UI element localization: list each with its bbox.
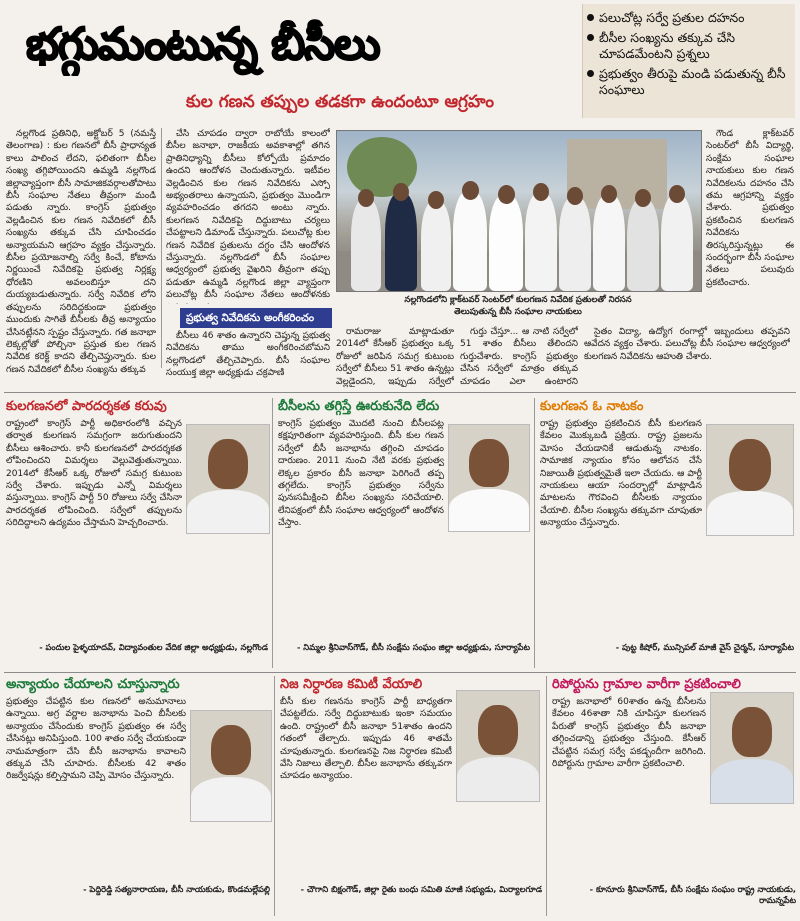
portrait-shirt [191,777,271,821]
section-title: అన్యాయం చేయాలని చూస్తున్నారు [6,677,180,692]
person-head [533,183,549,201]
person-head [498,185,515,204]
portrait-photo [190,710,272,822]
person-figure [661,195,693,291]
section-text: కాంగ్రెస్ ప్రభుత్వం మొదటి నుంచి బీసీలపట్ల కక్షపూరితంగా వ్యవహరిస్తుంది. బీసీ కుల గణన సర్వేలో బీసీ జనాభాను తగ్గించి చూపడం దారుణం. 2011 నుంచి నేటి వరకు ప్రభుత్వ లెక్కల ప్రకారం బీసీ జనాభా పెరిగిందే తప్ప తగ్గలేదు. కాంగ్రెస్ ప్రభుత్వం సర్వేను పునఃసమీక్షించి బీసీల సంఖ్యను సరిచేయాలి. లేనిపక్షంలో బీసీ సంఘాల ఆధ్వర్యంలో ఆందోళన చేస్తాం. [278,419,444,529]
person-head [669,185,685,203]
section-byline: - పుట్ట కిషోర్, మున్సిపల్ మాజీ వైస్ చైర్మన్, సూర్యాపేట [615,642,794,652]
portrait-face [211,725,251,775]
section-text: ప్రభుత్వం చేపట్టిన కుల గణనలో అనుమానాలు ఉన్నాయి. అగ్ర వర్ణాల జనాభాను పెంచి బీసీలకు అన్యాయం చేసేందుకు కాంగ్రెస్ ప్రభుత్వం ఈ సర్వే చేసినట్లు అనిపిస్తుంది. 100 శాతం సర్వే చేయకుండా నామమాత్రంగా చేసి బీసీ జనాభాను కావాలని తక్కువ చేసి చూపారు. బీసీలకు 42 శాతం రిజర్వేషన్లు కల్పిస్తామని చెప్పి మోసం చేస్తున్నారు. [6,697,186,782]
portrait-shirt [711,759,793,803]
lead-paragraph: బీసీలు 46 శాతం ఉన్నారని చెప్తున్న ప్రభుత్వ నివేదికను తాము అంగీకరించబోమని నల్లగొండలో తేల్చిచెప్పారు. బీసీ సంఘాల సంయుక్త జిల్లా అధ్యక్షుడు చక్రపాణి [166,331,330,379]
portrait-shirt [449,489,529,531]
lead-paragraph: సైతం విద్యా, ఉద్యోగ రంగాల్లో ఇబ్బందులు తప్పవని ఆవేదన వ్యక్తం చేశారు. పలుచోట్ల బీసీ సంఘాల ఆధ్వర్యంలో కులగణన నివేదికను ఆహుతి చేశారు. [584,327,790,362]
section-title: కులగణనలో పారదర్శకత కరువు [6,399,167,414]
lead-column-2b [166,330,330,386]
person-figure [627,199,659,291]
portrait-shirt [457,757,539,801]
person-figure [559,197,591,291]
section-text: రాష్ట్ర ప్రభుత్వం ప్రకటించిన బీసీ కులగణన కేవలం మొక్కుబడి ప్రక్రియ. రాష్ట్ర ప్రజలను మోసం చేయడానికే ఆడుతున్న నాటకం. సామాజిక న్యాయం కోసం ఆలోచన చేసే నిజాయితీ ప్రభుత్వమైతే ఇలా చేయదు. ఆ పార్టీ నాయకులు ఆయా సందర్భాల్లో మాట్లాడిన మాటలను గౌరవించి బీసీలకు న్యాయం చేయాలి. బీసీల సంఖ్యను తక్కువగా చూపుతూ అన్యాయం చేస్తున్నారు. [540,419,702,529]
section-title: కులగణన ఓ నాటకం [540,399,644,414]
person-figure [489,195,523,291]
key-point: బీసీల సంఖ్యను తక్కువ చేసి చూపడమేంటని ప్రశ్నలు [599,30,795,62]
person-head [358,189,374,207]
portrait-photo [706,424,794,536]
lead-paragraph: గుర్తు చేస్తూ... ఆ నాటి సర్వేలో 51 శాతం బీసీలు తేలిందని గుర్తుచేశారు. కాంగ్రెస్ ప్రభుత్వం చేసిన సర్వేలో మాత్రం తక్కువ చూపడం ఎలా ఉంటారని [460,327,578,387]
lead-column-5 [584,326,790,388]
section-title: నిజ నిర్ధారణ కమిటీ వేయాలి [280,677,423,692]
key-points-box [582,4,795,118]
column-divider [272,398,273,668]
portrait-photo [710,692,794,804]
person-head [393,183,409,201]
lead-paragraph: నల్లగొండ ప్రతినిధి, అక్టోబర్ 5 (నమస్తే తెలంగాణ) : కుల గణనలో బీసీ ప్రాధాన్యత కాలు పాలించ లేదని, ఫలితంగా బీసీల సంఖ్య తగ్గిపోయిందని ఉమ్మడి నల్లగొండ జిల్లావ్యాప్తంగా బీసీ సామాజికవర్గాలతోపాటు బీసీ సంఘాల నేతలు తీవ్రంగా మండి పడుతు న్నారు. కాంగ్రెస్ ప్రభుత్వం వెల్లడించిన కుల గణన నివేదికలో బీసీ సంఖ్యను తక్కువ చేసి చూపించడం అన్యాయమని ఆగ్రహం వ్యక్తం చేస్తున్నారు. బీసీల ప్రయోజనాల్ని సర్వే కించే, కోటాను నిర్ణయించే నివేదికపై ప్రభుత్వ నిర్లక్ష్య ధోరణిని అవలంబిస్తూ దని దుయ్యబడుతున్నారు. సర్వే నివేదిక లోని తప్పులను సరిదిద్దకుండా ప్రభుత్వం ముందుకు సాగితే బీసీలకు తీవ్ర అన్యాయం చేసినట్లేనని స్పష్టం చేస్తున్నారు. గత జనాభా లెక్కల్లోతో పోల్చినా ప్రస్తుత కుల గణన నివేదిక కరెక్ట్ కాదని తేల్చిచెప్తున్నారు. కుల గణన నివేదికలో బీసీల సంఖ్యను తక్కువ [6,129,156,375]
person-head [601,185,617,203]
protest-photo [336,130,702,292]
section-text: రాష్ట్ర జనాభాలో 60శాతం ఉన్న బీసీలను కేవలం 46శాతా నికి చూపిస్తూ కులగణన పేరుతో కాంగ్రెస్ ప్రభుత్వం బీసీ జనాభా తగ్గించడాన్ని ప్రభుత్వం చేస్తుంది. కేసీఆర్ చేపట్టిన సమగ్ర సర్వే పకడ్బందీగా జరిగింది. రిపోర్టును గ్రామాల వారీగా ప్రకటించాలి. [552,697,706,770]
portrait-photo [456,690,540,802]
portrait-photo [186,424,270,534]
person-head [635,189,651,207]
portrait-face [729,439,771,491]
section-byline: - చౌగాని బిక్షంగౌడ్, జిల్లా రైతు బంధు సమితి మాజీ సభ్యుడు, మిర్యాలగూడ [300,884,542,894]
portrait-face [469,439,509,487]
section-title: బీసీలను తగ్గిస్తే ఊరుకునేది లేదు [278,399,440,414]
box-lead-heading: ప్రభుత్వ నివేదికను అంగీకరించం [180,308,332,328]
section-text: రాష్ట్రంలో కాంగ్రెస్ పార్టీ అధికారంలోకి వచ్చిన తర్వాత కులగణన సమగ్రంగా జరుగుతుందని బీసీలు ఆశించారు. కానీ కులగణనలో పారదర్శకత లోపించిందని విమర్శలు వెల్లువెత్తుతున్నాయి. 2014లో కేసీఆర్ ఒక్క రోజులో సమగ్ర కుటుంబ సర్వే చేశారు. ఇప్పుడు ఎన్నో విమర్శలు వస్తున్నాయి. కాంగ్రెస్ పార్టీ 50 రోజులు సర్వే చేసినా పారదర్శకత లోపించింది. సర్వేలో తప్పులను సరిదిద్దాలని ఉద్యమం చేస్తామని హెచ్చరించారు. [6,419,182,529]
lead-paragraph: గౌండ క్లాక్‌టవర్ సెంటర్‌లో బీసీ విద్యార్థి, సంక్షేమ సంఘాల నాయకులు కుల గణన నివేదికలను దహనం చేసి తమ ఆగ్రహాన్ని వ్యక్తం చేశారు. ప్రభుత్వం ప్రకటించిన కులగణన నివేదికను తిరస్కరిస్తున్నట్లు ఈ సందర్భంగా బీసీ సంఘాల నేతలు పలువురు ప్రకటించారు. [706,129,794,288]
person-figure [593,195,625,291]
section-byline: - కూనూరు శ్రీనివాస్‌గౌడ్, బీసీ సంక్షేమ సంఘం రాష్ట్ర నాయకుడు, రామన్నపేట [589,884,796,905]
section-divider [4,672,796,673]
photo-caption-line-2: తెలుపుతున్న బీసీ సంఘాల నాయకులు [454,307,582,317]
person-figure [453,191,487,291]
portrait-face [478,705,518,755]
key-point: పలుచోట్ల సర్వే ప్రతుల దహనం [599,10,795,26]
portrait-shirt [707,491,793,535]
section-byline: - పందుల పైళ్ళయాదవ్, విద్యావంతుల వేదిక జిల్లా అధ్యక్షుడు, నల్లగొండ [39,642,268,652]
portrait-photo [448,424,530,532]
section-byline: - నిమ్మల శ్రీనివాస్‌గౌడ్, బీసీ సంక్షేమ సంఘం జిల్లా అధ్యక్షుడు, సూర్యాపేట [296,642,530,652]
column-divider [274,676,275,916]
portrait-face [208,439,248,489]
lead-right-column [706,128,794,320]
person-figure [385,193,417,291]
column-divider [161,128,162,368]
section-byline: - పెద్దిరెడ్డి సత్యనారాయణ, బీసీ నాయకుడు, కొండమల్లేపల్లి [83,884,270,894]
column-divider [534,398,535,668]
section-text: బీసీ కుల గణనను కాంగ్రెస్ పార్టీ బాధ్యతగా చేపట్టలేదు. సర్వే దిద్దుబాటుకు ఇంకా సమయం ఉంది. రాష్ట్రంలో బీసీ జనాభా 51శాతం ఉందని గతంలో తేల్చారు. ఇప్పుడు 46 శాతమే చూపుతున్నారు. కులగణనపై నిజ నిర్ధారణ కమిటీ వేసి నిజాలు తేల్చాలి. బీసీల జనాభాను తక్కువగా చూపడం అన్యాయం. [280,697,452,782]
portrait-face [732,707,772,757]
lead-paragraph: చేసి చూపడం ద్వారా రాబోయే కాలంలో బీసీల జనాభా, రాజకీయ అవకాశాల్లో తగిన ప్రాతినిధ్యాన్ని బీసీలు కోల్పోయే ప్రమాదం ఉందని ఆందోళన చెందుతున్నారు. ఇటీవల వెల్లడించిన కుల గణన నివేదికను ఎస్సో అభ్యంతరాలు ఉన్నాయని, ప్రభుత్వం మొండిగా వ్యవహరించడం తగదని అంటు న్నారు. కులగణన నివేదికపై దిద్దుబాటు చర్యలు చేపట్టాలని డిమాండ్ చేస్తున్నారు. పలుచోట్ల కుల గణన నివేదిక ప్రతులను దగ్ధం చేసి ఆందోళన చేస్తున్నారు. నల్లగొండలో బీసీ సంఘాల ఆధ్వర్యంలో ప్రభుత్వ వైఖరిని తీవ్రంగా తప్పు పడుతూ ఉమ్మడి నల్లగొండ జిల్లా వ్యాప్తంగా పలుచోట్ల బీసీ సంఘాల నేతలు ఆందోళనకు [166,129,330,301]
person-figure [421,201,451,291]
section-title: రిపోర్టును గ్రామాల వారీగా ప్రకటించాలి [552,677,741,692]
lead-column-3 [336,326,454,388]
lead-column-2 [166,128,330,304]
lead-column-4 [460,326,578,388]
lead-paragraph: రామరాజు మాట్లాడుతూ 2014లో కేసీఆర్ ప్రభుత్వం ఒక్క రోజులో జరిపిన సమగ్ర కుటుంబ సర్వేలో బీసీలు 51 శాతం ఉన్నట్లు వెల్లడైందని, ఇప్పుడు సర్వేలో [336,327,454,387]
section-divider [4,392,796,393]
lead-column-1 [6,128,156,386]
person-figure [351,199,381,291]
person-head [462,181,479,200]
headline: భగ్గుమంటున్న బీసీలు [26,19,380,70]
photo-caption-line-1: నల్లగొండలోని క్లాక్‌టవర్ సెంటర్‌లో కులగణన నివేదిక ప్రతులతో నిరసన [404,295,632,305]
person-head [567,187,583,205]
person-head [428,191,444,209]
person-figure [525,193,557,291]
photo-caption [336,294,700,320]
portrait-shirt [187,490,269,533]
key-point: ప్రభుత్వం తీరుపై మండి పడుతున్న బీసీ సంఘాలు [599,66,795,98]
column-divider [546,676,547,916]
subhead: కుల గణన తప్పుల తడకగా ఉందంటూ ఆగ్రహం [186,92,494,112]
